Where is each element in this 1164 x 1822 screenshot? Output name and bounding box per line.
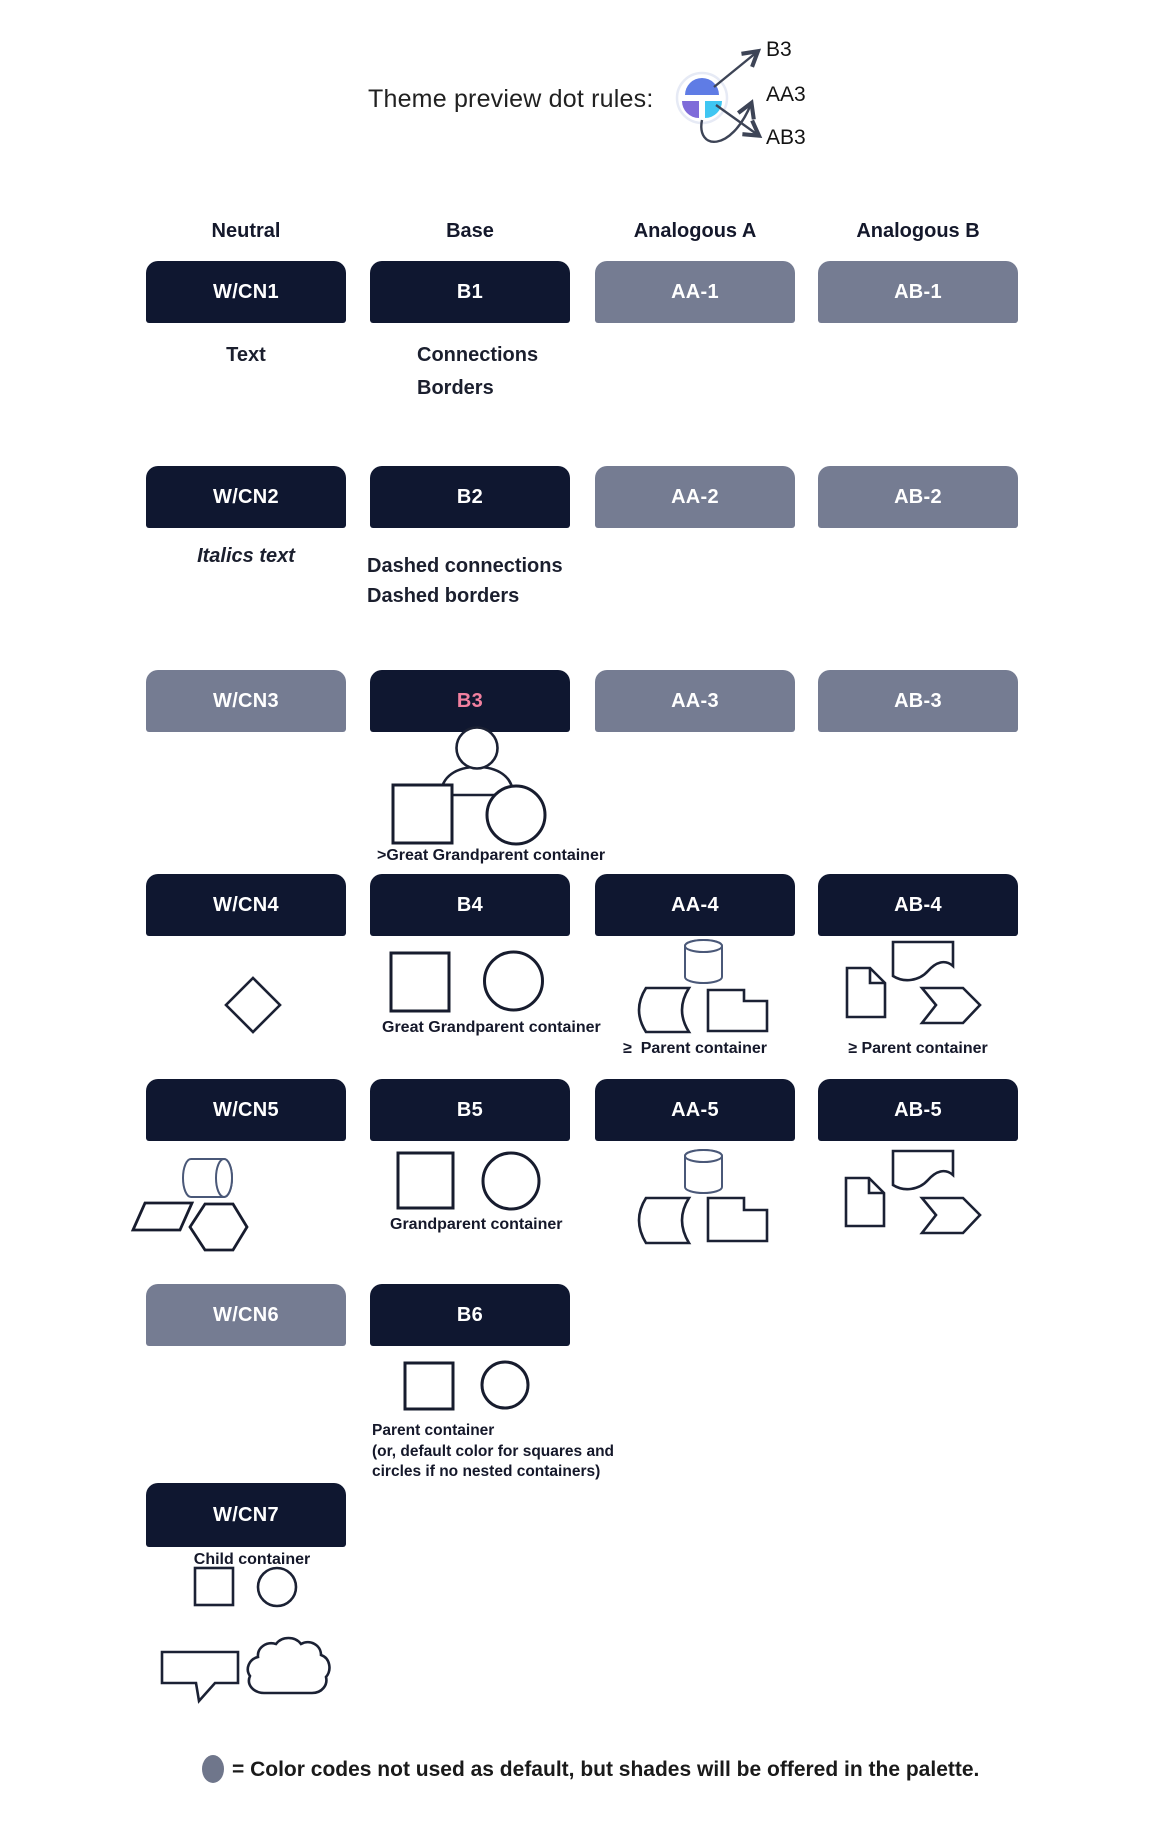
square-shape [195,1568,233,1605]
hexagon-shape [190,1204,247,1250]
wave-document-shape [893,942,953,980]
b6-shape-group [405,1362,528,1409]
pill-aa4: AA-4 [595,874,795,936]
pill-ab5: AB-5 [818,1079,1018,1141]
caption-parent-line1: Parent container [372,1422,495,1439]
arrow-to-ab3-icon [716,105,758,135]
caption-dashed-borders: Dashed borders [367,585,520,607]
circle-shape [483,1153,539,1209]
circle-shape [258,1568,296,1606]
caption-gt-great-grandparent: >Great Grandparent container [377,847,606,864]
chevron-shape [922,1198,980,1233]
pill-aa1: AA-1 [595,261,795,323]
note-fold [870,968,885,983]
diamond-shape [226,978,280,1032]
column-header-analogous-a: Analogous A [633,220,757,242]
legend-dot [202,1755,224,1783]
pill-wcn4: W/CN4 [146,874,346,936]
column-header-base: Base [446,220,494,242]
square-shape [405,1363,453,1409]
ab4-shape-group [847,942,980,1023]
pill-aa2: AA-2 [595,466,795,528]
folder-shape [708,990,767,1031]
circle-shape [482,1362,528,1408]
cylinder-shape [685,1150,722,1193]
cloud-shape [248,1638,330,1693]
caption-dashed-connections: Dashed connections [367,555,563,577]
caption-great-grandparent: Great Grandparent container [382,1019,601,1036]
dot-label-ab3: AB3 [766,126,806,149]
dot-segment-blue [685,78,719,95]
arrow-to-b3-icon [714,52,757,87]
legend-text: = Color codes not used as default, but shades will be offered in the palette. [232,1758,980,1781]
pill-ab2: AB-2 [818,466,1018,528]
theme-preview-dot-icon [677,73,727,123]
stored-data-shape [639,988,689,1032]
dot-label-b3: B3 [766,38,792,61]
pill-b5: B5 [370,1079,570,1141]
horizontal-cylinder-shape [183,1159,232,1197]
note-fold [869,1178,884,1193]
caption-grandparent: Grandparent container [390,1216,563,1233]
pill-wcn7: W/CN7 [146,1483,346,1547]
pill-ab1: AB-1 [818,261,1018,323]
arrow-to-aa3-icon [701,104,751,142]
caption-borders: Borders [417,377,494,399]
pill-ab4: AB-4 [818,874,1018,936]
pill-b4: B4 [370,874,570,936]
person-head-shape [457,728,498,769]
pill-aa5: AA-5 [595,1079,795,1141]
dot-ring [677,73,727,123]
speech-bubble-shape [162,1652,238,1701]
person-shape [441,767,513,795]
note-shape [847,968,885,1017]
dot-arrows [701,52,758,142]
wave-document-shape [893,1151,953,1189]
caption-parent-ge-ab4: ≥ Parent container [848,1040,988,1057]
ab5-shape-group [846,1151,980,1233]
square-shape [391,953,449,1011]
page-title: Theme preview dot rules: [368,85,654,113]
caption-parent-line2: (or, default color for squares and [372,1442,615,1460]
circle-shape [487,786,545,844]
dot-segment-purple [682,101,699,118]
wcn5-shape-group [133,1159,247,1250]
pill-wcn5: W/CN5 [146,1079,346,1141]
parallelogram-shape [133,1203,192,1230]
stored-data-shape [639,1198,689,1243]
dot-segment-cyan [705,101,722,118]
pill-wcn3: W/CN3 [146,670,346,732]
column-header-neutral: Neutral [211,220,281,242]
pill-b1: B1 [370,261,570,323]
aa5-shape-group [639,1150,767,1243]
pill-wcn1: W/CN1 [146,261,346,323]
wcn7-shape-group [162,1568,329,1701]
aa4-shape-group [639,940,767,1032]
square-shape [398,1153,453,1208]
circle-shape [485,952,543,1010]
b4-shape-group [391,952,543,1011]
chevron-shape [922,988,980,1023]
cylinder-rim [685,1150,722,1162]
note-shape [846,1178,884,1226]
caption-text: Text [226,344,266,366]
b3-shape-group [393,728,545,845]
caption-child-container: Child container [193,1551,311,1568]
cylinder-rim [685,940,722,952]
pill-b6: B6 [370,1284,570,1346]
dot-label-aa3: AA3 [766,83,806,106]
pill-b2: B2 [370,466,570,528]
b5-shape-group [398,1153,539,1209]
horizontal-cylinder-rim [216,1159,232,1197]
caption-italics-text: Italics text [197,545,295,567]
column-header-analogous-b: Analogous B [856,220,980,242]
folder-shape [708,1198,767,1241]
pill-wcn6: W/CN6 [146,1284,346,1346]
pill-ab3: AB-3 [818,670,1018,732]
cylinder-shape [685,940,722,983]
pill-wcn2: W/CN2 [146,466,346,528]
pill-b3: B3 [370,670,570,732]
caption-parent-line3: circles if no nested containers) [372,1463,601,1480]
pill-aa3: AA-3 [595,670,795,732]
square-shape [393,785,452,843]
caption-connections: Connections [417,344,539,366]
caption-parent-ge-aa4: ≥ Parent container [623,1040,767,1057]
